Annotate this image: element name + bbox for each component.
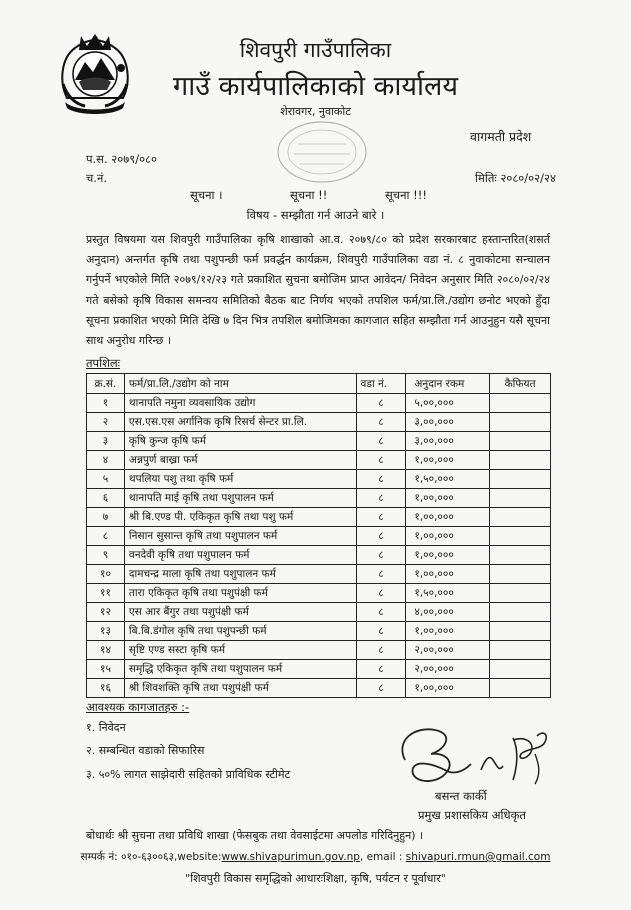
selected-firms-table	[86, 373, 551, 698]
table-row	[87, 451, 551, 470]
table-row	[87, 603, 551, 622]
cell-remarks	[490, 641, 551, 660]
cell-firm-name: एस आर बैंगुर तथा पशुपंक्षी फर्म	[124, 603, 356, 622]
cell-ward: ८	[356, 470, 406, 489]
table-body	[87, 394, 551, 698]
cell-sn: ११	[87, 584, 125, 603]
cell-sn: २	[87, 413, 125, 432]
cell-amount: १,००,०००	[406, 565, 490, 584]
required-doc-item: २. सम्बन्धित वडाको सिफारिस	[86, 744, 205, 757]
office-stamp-icon	[268, 112, 376, 188]
cell-amount: १,००,०००	[406, 622, 490, 641]
contact-line	[0, 850, 631, 864]
cell-amount: ५,००,०००	[406, 394, 490, 413]
cell-sn: ७	[87, 508, 125, 527]
cell-ward: ८	[356, 603, 406, 622]
cell-sn: १०	[87, 565, 125, 584]
col-header-name: फर्म/प्रा.लि./उद्योग को नाम	[124, 374, 356, 394]
cell-firm-name: अन्नपुर्ण बाख्रा फर्म	[124, 451, 356, 470]
cell-sn: ४	[87, 451, 125, 470]
table-row	[87, 394, 551, 413]
cell-ward: ८	[356, 508, 406, 527]
dispatch-number: च.नं.	[86, 171, 107, 185]
cell-ward: ८	[356, 413, 406, 432]
cell-remarks	[490, 679, 551, 698]
cell-ward: ८	[356, 451, 406, 470]
table-row	[87, 527, 551, 546]
cell-ward: ८	[356, 584, 406, 603]
cell-amount: १,००,०००	[406, 451, 490, 470]
cell-firm-name: निसान सुसान्त कृषि तथा पशुपालन फर्म	[124, 527, 356, 546]
cell-remarks	[490, 584, 551, 603]
required-doc-item: ३. ५०% लागत साझेदारी सहितको प्राविधिक स्टीमेट	[86, 768, 291, 781]
cell-amount: ३,००,०००	[406, 432, 490, 451]
municipality-name: शिवपुरी गाउँपालिका	[239, 38, 392, 62]
signer-post: प्रमुख प्रशासकिय अधिकृत	[418, 808, 526, 822]
required-docs-title: आवश्यक कागजातहरु :-	[86, 700, 190, 714]
cell-sn: १	[87, 394, 125, 413]
table-row	[87, 565, 551, 584]
cell-ward: ८	[356, 394, 406, 413]
cell-firm-name: समृद्धि एकिकृत कृषि तथा पशुपालन फर्म	[124, 660, 356, 679]
cell-firm-name: वनदेवी कृषि तथा पशुपालन फर्म	[124, 546, 356, 565]
cell-amount: १,००,०००	[406, 527, 490, 546]
subject-line: विषय - सम्झौता गर्न आउने बारे ।	[246, 208, 385, 222]
cell-remarks	[490, 394, 551, 413]
cell-amount: १,५०,०००	[406, 584, 490, 603]
cell-firm-name: एस.एस.एस अर्गानिक कृषि रिसर्च सेन्टर प्रा.लि.	[124, 413, 356, 432]
table-row	[87, 508, 551, 527]
table-row	[87, 489, 551, 508]
signer-name: बसन्त कार्की	[435, 789, 487, 803]
cc-line: बोधार्थः श्री सुचना तथा प्रविधि शाखा (फेसबुक तथा वेवसाईटमा अपलोड गरिदिनुहुन) ।	[86, 829, 424, 842]
cell-firm-name: दामचन्द्र माला कृषि तथा पशुपालन फर्म	[124, 565, 356, 584]
cell-sn: ३	[87, 432, 125, 451]
cell-ward: ८	[356, 432, 406, 451]
cell-ward: ८	[356, 565, 406, 584]
cell-firm-name: श्री बि.एण्ड पी. एकिकृत कृषि तथा पशु फर्म	[124, 508, 356, 527]
cell-firm-name: कृषि कुन्ज कृषि फर्म	[124, 432, 356, 451]
cell-firm-name: थपलिया पशु तथा कृषि फर्म	[124, 470, 356, 489]
cell-ward: ८	[356, 660, 406, 679]
email-link[interactable]: shivapuri.rmun@gmail.com	[405, 851, 551, 863]
slogan: "शिवपुरी विकास समृद्धिको आधारःशिक्षा, कृषि, पर्यटन र पूर्वाधार"	[185, 872, 446, 885]
table-row	[87, 470, 551, 489]
table-row	[87, 622, 551, 641]
cell-amount: १,००,०००	[406, 546, 490, 565]
cell-sn: ६	[87, 489, 125, 508]
table-row	[87, 641, 551, 660]
table-row	[87, 546, 551, 565]
cell-amount: ४,००,०००	[406, 603, 490, 622]
cell-sn: ९	[87, 546, 125, 565]
cell-remarks	[490, 603, 551, 622]
col-header-sn: क्र.सं.	[87, 374, 125, 394]
cell-ward: ८	[356, 546, 406, 565]
cell-sn: १३	[87, 622, 125, 641]
notice-label-2: सूचना !!	[290, 188, 328, 202]
cell-remarks	[490, 508, 551, 527]
contact-prefix: सम्पर्क नं: ०१०-६३००६३,website:	[80, 851, 222, 863]
cell-sn: ५	[87, 470, 125, 489]
cell-remarks	[490, 470, 551, 489]
cell-sn: १६	[87, 679, 125, 698]
table-row	[87, 660, 551, 679]
cell-ward: ८	[356, 641, 406, 660]
cell-sn: १२	[87, 603, 125, 622]
office-name: गाउँ कार्यपालिकाको कार्यालय	[173, 71, 458, 102]
cell-sn: १५	[87, 660, 125, 679]
cell-remarks	[490, 527, 551, 546]
cell-remarks	[490, 451, 551, 470]
cell-remarks	[490, 565, 551, 584]
website-link[interactable]: www.shivapurimun.gov.np	[221, 851, 360, 863]
province-name: वागमती प्रदेश	[470, 129, 532, 144]
notice-body: प्रस्तुत विषयमा यस शिवपुरी गाउँपालिका कृषि शाखाको आ.व. २०७९/८० को प्रदेश सरकारबाट हस्तान्तरित(शसर्त अनुदान) अन्तर्गत कृषि तथा पशुपन्छी फर्म प्रवर्द्धन कार्यक्रम, शिवपुरी गाउँपालिका वडा नं. ८ नुवाकोटमा सन्चालन गर्नुपर्ने भएकोले मिति २०७९/१२/२३ गते प्रकाशित सुचना बमोजिम प्राप्त आवेदन/ निवेदन अनुसार मिति २०८०/०२/२४ गते बसेको कृषि विकास समन्वय समितिको बैठक बाट निर्णय भएको तपशिल फर्म/प्रा.लि./उद्योग छनोट भएको हुँदा सूचना प्रकाशित भएको मिति देखि ७ दिन भित्र तपशिल बमोजिमका कागजात सहित सम्झौता गर्न आउनुहुन यसै सूचना साथ अनुरोध गरिन्छ ।	[86, 233, 550, 348]
cell-firm-name: तारा एकिकृत कृषि तथा पशुपंक्षी फर्म	[124, 584, 356, 603]
cell-ward: ८	[356, 527, 406, 546]
cell-remarks	[490, 622, 551, 641]
cell-sn: ८	[87, 527, 125, 546]
table-row	[87, 432, 551, 451]
office-address: शेरावगर, नुवाकोट	[280, 105, 351, 118]
cell-ward: ८	[356, 679, 406, 698]
cell-amount: १,००,०००	[406, 679, 490, 698]
cell-ward: ८	[356, 622, 406, 641]
list-title: तपशिलः	[86, 356, 121, 370]
cell-amount: २,००,०००	[406, 660, 490, 679]
cell-sn: १४	[87, 641, 125, 660]
table-row	[87, 584, 551, 603]
col-header-ward: वडा नं.	[356, 374, 406, 394]
table-row	[87, 413, 551, 432]
cell-amount: २,००,०००	[406, 641, 490, 660]
table-row	[87, 679, 551, 698]
cell-firm-name: थानापति नमुना व्यवसायिक उद्योग	[124, 394, 356, 413]
cell-firm-name: श्री शिवशक्ति कृषि तथा पशुपंक्षी फर्म	[124, 679, 356, 698]
notice-label-3: सूचना !!!	[385, 188, 427, 202]
cell-remarks	[490, 413, 551, 432]
email-prefix: , email :	[359, 851, 406, 863]
cell-remarks	[490, 432, 551, 451]
cell-remarks	[490, 489, 551, 508]
table-header-row	[87, 374, 551, 394]
col-header-amount: अनुदान रकम	[406, 374, 490, 394]
cell-remarks	[490, 546, 551, 565]
signature-icon	[385, 720, 565, 790]
cell-firm-name: थानापति माई कृषि तथा पशुपालन फर्म	[124, 489, 356, 508]
col-header-remarks: कैफियत	[490, 374, 551, 394]
notice-label-1: सूचना ।	[190, 188, 223, 202]
cell-firm-name: सृष्टि एण्ड सस्टा कृषि फर्म	[124, 641, 356, 660]
cell-amount: १,००,०००	[406, 508, 490, 527]
cell-ward: ८	[356, 489, 406, 508]
cell-remarks	[490, 660, 551, 679]
cell-amount: १,००,०००	[406, 489, 490, 508]
cell-amount: १,५०,०००	[406, 470, 490, 489]
issue-date: मितिः २०८०/०२/२४	[475, 171, 556, 185]
cell-amount: ३,००,०००	[406, 413, 490, 432]
cell-firm-name: बि.बि.डंगोल कृषि तथा पशुपन्छी फर्म	[124, 622, 356, 641]
reference-number: प.स. २०७९/०८०	[86, 152, 158, 166]
required-doc-item: १. निवेदन	[86, 721, 126, 734]
